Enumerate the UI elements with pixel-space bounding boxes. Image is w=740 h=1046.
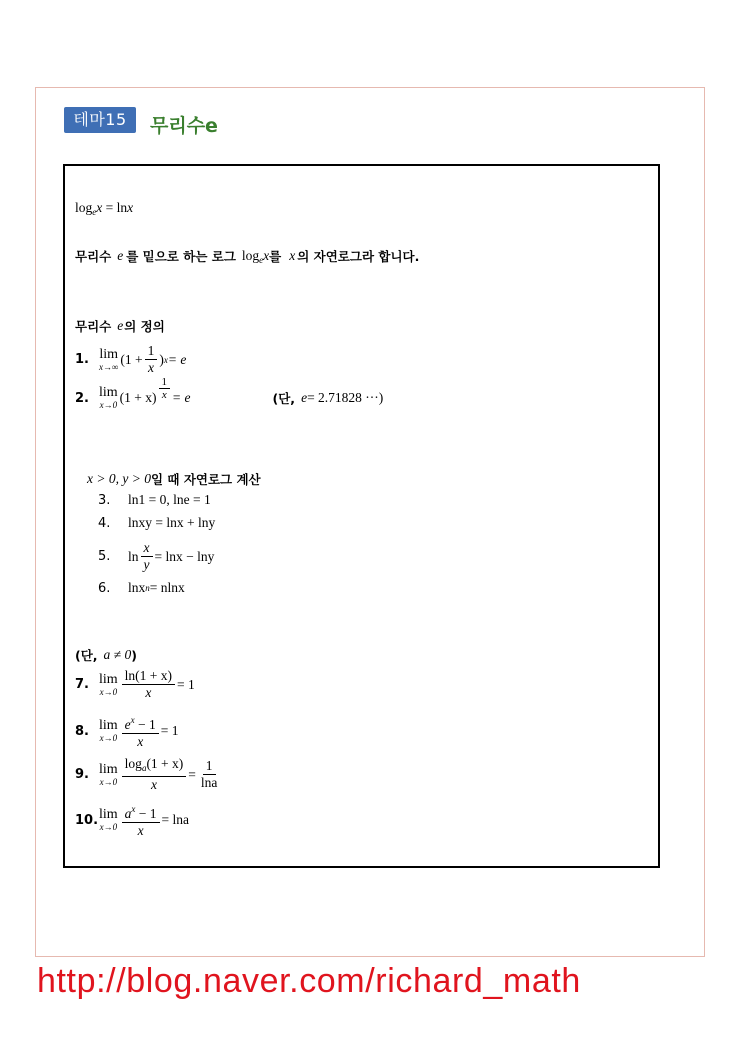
item-1 (75, 343, 186, 376)
lim-under: x→0 (99, 822, 118, 832)
item-number: 1. (75, 352, 89, 367)
sec3-p2: ) (131, 647, 137, 663)
lim (99, 672, 118, 698)
def-p3: 를 (269, 249, 282, 264)
exp-den: x (161, 388, 167, 401)
frac-den: x (145, 685, 152, 700)
note-e: e (301, 390, 308, 405)
item9-eq: = (188, 766, 196, 782)
lim-under: x→0 (99, 400, 118, 410)
frac-den: x (150, 777, 157, 792)
blog-url: http://blog.naver.com/richard_math (37, 962, 581, 1000)
sec3-cond: a ≠ 0 (103, 647, 132, 662)
def-log (242, 248, 269, 265)
log-text: log (75, 200, 93, 215)
frac-num (122, 801, 160, 823)
lim-text: lim (99, 346, 119, 362)
item8-rhs: = 1 (160, 723, 179, 738)
log-var: x (96, 200, 103, 215)
theme-title: 무리수e (150, 115, 218, 137)
lim-text: lim (99, 718, 118, 733)
num-exp: x (131, 804, 136, 814)
item-4 (98, 515, 215, 531)
fraction (122, 801, 160, 839)
section3-title (75, 646, 137, 664)
fraction (141, 540, 153, 573)
def-log-text: log (241, 247, 260, 263)
item-number: 10. (75, 812, 99, 828)
num-base: a (141, 763, 147, 773)
item-number: 7. (75, 677, 89, 692)
item6-pre: lnx (128, 580, 146, 595)
item-number: 3. (98, 492, 111, 508)
lim-under: x→0 (99, 733, 118, 743)
lim-text: lim (99, 761, 118, 777)
item-3 (98, 492, 211, 508)
lim (99, 347, 118, 373)
item-number: 8. (75, 723, 89, 739)
num-base: a (124, 806, 132, 821)
fraction (122, 756, 187, 793)
def-x2: x (289, 248, 296, 263)
item-number: 5. (98, 549, 111, 564)
definition-text (75, 247, 419, 265)
def-p2: 를 밑으로 하는 로그 (126, 249, 236, 264)
frac-num: 1 (145, 343, 158, 360)
item-7 (75, 668, 195, 701)
item-8 (75, 712, 179, 750)
sec1-p2: 의 정의 (124, 319, 165, 334)
num-log: log (124, 756, 142, 771)
item-6 (98, 580, 185, 596)
sec3-p1: (단, (75, 648, 98, 663)
item-number: 4. (98, 515, 111, 531)
item2-pre: (1 + x) (119, 390, 157, 405)
sec1-p1: 무리수 (75, 319, 112, 334)
sec1-e: e (117, 318, 124, 333)
rhs-fraction (198, 758, 221, 791)
frac-den: x (137, 823, 144, 838)
frac-den: x (148, 360, 155, 375)
rhs-den: lna (200, 775, 218, 790)
frac-num (122, 756, 187, 777)
item1-rhs: = e (167, 351, 187, 367)
item10-rhs: = lna (161, 812, 190, 827)
sec2-cond: x > 0, y > 0 (87, 471, 151, 486)
num-rest: − 1 (134, 717, 156, 732)
ln-var: x (127, 200, 134, 215)
def-p4: 의 자연로그라 합니다. (297, 249, 420, 264)
item5-rhs: = lnx − lny (154, 548, 215, 564)
exp-num: 1 (159, 376, 171, 389)
def-p1: 무리수 (75, 249, 112, 264)
item3-expr: ln1 = 0, lne = 1 (128, 492, 211, 507)
note-open: (단, (272, 391, 296, 406)
lim (99, 718, 118, 744)
frac-num: x (141, 540, 153, 557)
item6-rhs: = nlnx (149, 580, 185, 595)
lim-under: x→0 (99, 776, 118, 787)
item5-ln: ln (128, 548, 139, 564)
lim-under: x→∞ (99, 361, 119, 372)
item1-post: ) (159, 351, 164, 367)
num-rest: − 1 (135, 806, 157, 821)
item-number: 9. (75, 767, 89, 782)
section2-title (87, 470, 261, 488)
item2-rhs: = e (172, 390, 191, 405)
item4-expr: lnxy = lnx + lny (128, 515, 216, 530)
item-9 (75, 756, 222, 793)
num-base: e (124, 717, 131, 732)
def-log-base: e (259, 254, 264, 265)
def-log-x: x (263, 247, 270, 263)
lim-text: lim (99, 385, 118, 400)
frac-den: x (137, 734, 144, 749)
item-2 (75, 375, 384, 411)
frac-den: y (143, 557, 150, 572)
fraction (122, 712, 159, 750)
item-5 (98, 540, 214, 573)
num-rest: (1 + x) (146, 756, 184, 771)
frac-num: ln(1 + x) (122, 668, 175, 685)
definition-formula (75, 200, 133, 217)
item-10 (75, 801, 189, 839)
num-exp: x (130, 715, 135, 725)
eq-ln: = ln (102, 200, 128, 215)
frac-num (122, 712, 159, 734)
lim (99, 385, 118, 411)
item-number: 6. (98, 580, 111, 596)
section1-title (75, 317, 165, 335)
item-number: 2. (75, 390, 89, 406)
lim (99, 807, 118, 833)
note-val: = 2.71828 ···) (307, 390, 384, 405)
fraction (145, 343, 158, 376)
lim-under: x→0 (99, 686, 118, 697)
fraction (122, 668, 175, 701)
lim-text: lim (99, 807, 118, 822)
item1-pre: (1 + (120, 351, 143, 367)
item1-exp: x (163, 354, 168, 365)
item7-rhs: = 1 (177, 676, 195, 692)
lim-text: lim (99, 671, 118, 687)
exp-fraction (159, 376, 171, 401)
lim (99, 762, 118, 788)
sec2-text: 일 때 자연로그 계산 (150, 472, 261, 487)
log-base: e (92, 207, 97, 217)
rhs-num: 1 (203, 758, 216, 775)
def-e: e (117, 248, 124, 263)
theme-badge: 테마15 (64, 107, 136, 133)
item6-exp: n (145, 583, 150, 593)
